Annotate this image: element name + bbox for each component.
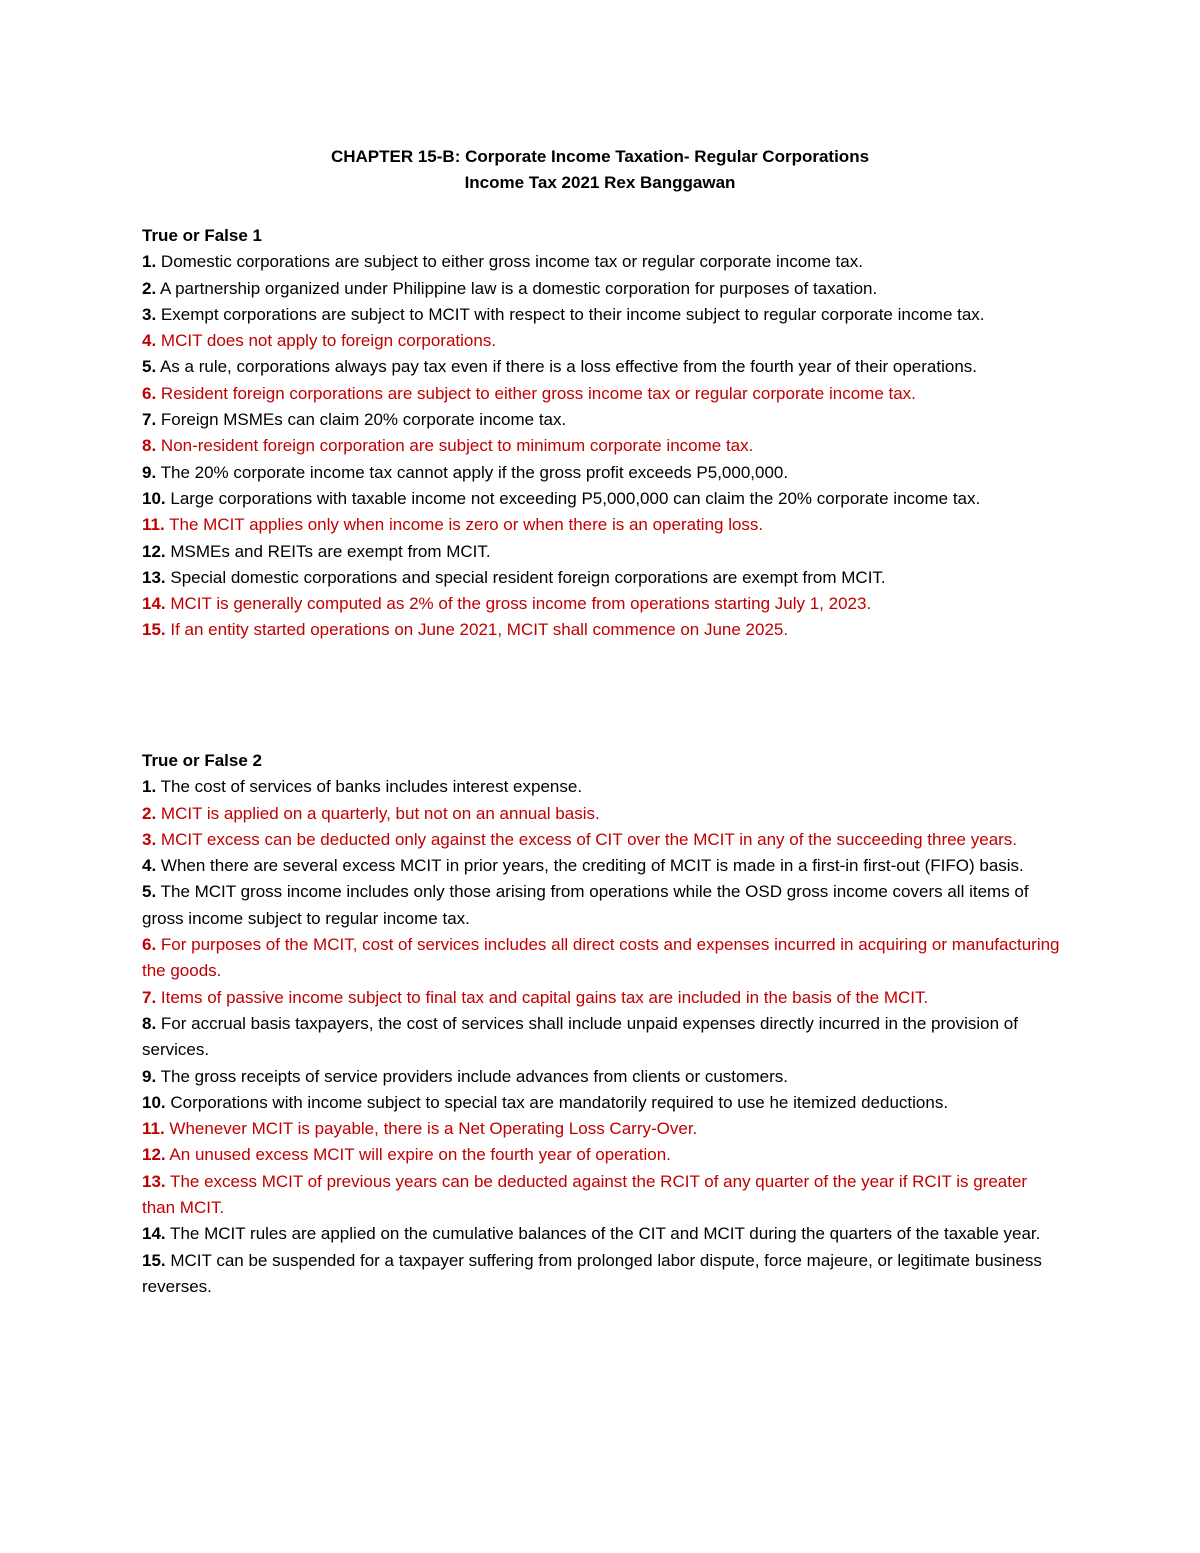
- question-text: MCIT is applied on a quarterly, but not on an annual basis.: [156, 803, 600, 823]
- question-number: 2.: [142, 278, 157, 298]
- question-number: 15.: [142, 620, 166, 640]
- question-item: [142, 354, 1062, 380]
- question-item: [142, 302, 1062, 328]
- question-item: [142, 774, 1062, 800]
- question-number: 1.: [142, 777, 157, 797]
- question-text: Whenever MCIT is payable, there is a Net Operating Loss Carry-Over.: [164, 1119, 698, 1139]
- question-item: [142, 433, 1062, 459]
- question-item: [142, 512, 1062, 538]
- question-number: 5.: [142, 357, 157, 377]
- question-text: MCIT is generally computed as 2% of the gross income from operations starting July 1, 2023.: [165, 594, 872, 614]
- question-number: 12.: [142, 1145, 166, 1165]
- question-text: For accrual basis taxpayers, the cost of services shall include unpaid expenses directly incurred in the provision of services.: [142, 1013, 1018, 1060]
- question-number: 2.: [142, 803, 157, 823]
- question-text: Items of passive income subject to final tax and capital gains tax are included in the basis of the MCIT.: [156, 987, 929, 1007]
- question-item: [142, 617, 1062, 643]
- question-text: An unused excess MCIT will expire on the fourth year of operation.: [165, 1145, 671, 1165]
- question-item: [142, 539, 1062, 565]
- question-number: 11.: [142, 1119, 165, 1139]
- question-text: As a rule, corporations always pay tax even if there is a loss effective from the fourth year of their operations.: [156, 357, 978, 377]
- question-text: Large corporations with taxable income not exceeding P5,000,000 can claim the 20% corporate income tax.: [165, 488, 981, 508]
- question-text: Exempt corporations are subject to MCIT with respect to their income subject to regular corporate income tax.: [156, 304, 985, 324]
- question-number: 9.: [142, 1066, 157, 1086]
- question-text: The excess MCIT of previous years can be deducted against the RCIT of any quarter of the year if RCIT is greater than MCIT.: [142, 1171, 1028, 1218]
- question-item: [142, 1142, 1062, 1168]
- question-number: 1.: [142, 252, 157, 272]
- question-text: Domestic corporations are subject to either gross income tax or regular corporate income tax.: [156, 252, 863, 272]
- chapter-title: CHAPTER 15-B: Corporate Income Taxation- Regular Corporations: [330, 147, 870, 166]
- question-item: [142, 1116, 1062, 1142]
- question-number: 8.: [142, 1013, 157, 1033]
- question-number: 6.: [142, 935, 157, 955]
- section-true-or-false-2: [142, 748, 1062, 1300]
- question-number: 6.: [142, 383, 157, 403]
- question-text: MCIT does not apply to foreign corporations.: [156, 331, 497, 351]
- question-item: [142, 565, 1062, 591]
- section-true-or-false-1: [142, 223, 1062, 644]
- question-item: [142, 407, 1062, 433]
- chapter-subtitle: Income Tax 2021 Rex Banggawan: [464, 173, 736, 192]
- question-list: [142, 249, 1062, 643]
- question-number: 4.: [142, 856, 157, 876]
- question-text: The gross receipts of service providers include advances from clients or customers.: [156, 1066, 788, 1086]
- question-item: [142, 1169, 1062, 1222]
- question-text: The cost of services of banks includes interest expense.: [156, 777, 583, 797]
- question-item: [142, 486, 1062, 512]
- question-item: [142, 827, 1062, 853]
- question-number: 10.: [142, 488, 166, 508]
- question-list: [142, 774, 1062, 1300]
- section-heading: True or False 2: [142, 751, 262, 770]
- question-text: Non-resident foreign corporation are subject to minimum corporate income tax.: [156, 436, 754, 456]
- question-item: [142, 801, 1062, 827]
- question-text: MCIT excess can be deducted only against the excess of CIT over the MCIT in any of the succeeding three years.: [156, 829, 1018, 849]
- question-number: 8.: [142, 436, 157, 456]
- question-number: 14.: [142, 1224, 166, 1244]
- section-heading: True or False 1: [142, 226, 262, 245]
- question-text: MCIT can be suspended for a taxpayer suffering from prolonged labor dispute, force majeure, or legitimate business reverses.: [142, 1250, 1042, 1296]
- question-item: [142, 932, 1062, 985]
- question-number: 10.: [142, 1092, 166, 1112]
- question-item: [142, 1090, 1062, 1116]
- question-number: 13.: [142, 567, 166, 587]
- question-number: 12.: [142, 541, 166, 561]
- question-item: [142, 1064, 1062, 1090]
- question-text: The 20% corporate income tax cannot apply if the gross profit exceeds P5,000,000.: [156, 462, 789, 482]
- question-text: When there are several excess MCIT in prior years, the crediting of MCIT is made in a first-in first-out (FIFO) basis.: [156, 856, 1024, 876]
- question-text: The MCIT applies only when income is zero or when there is an operating loss.: [164, 515, 764, 535]
- question-text: The MCIT gross income includes only those arising from operations while the OSD gross income covers all items of gross income subject to regular income tax.: [142, 882, 1029, 928]
- question-number: 3.: [142, 304, 157, 324]
- question-text: The MCIT rules are applied on the cumulative balances of the CIT and MCIT during the quarters of the taxable year.: [165, 1224, 1041, 1244]
- question-number: 7.: [142, 410, 157, 430]
- question-item: [142, 1011, 1062, 1064]
- question-number: 3.: [142, 829, 157, 849]
- question-number: 14.: [142, 594, 166, 614]
- question-number: 11.: [142, 515, 165, 535]
- question-item: [142, 249, 1062, 275]
- question-number: 5.: [142, 882, 157, 902]
- question-text: A partnership organized under Philippine law is a domestic corporation for purposes of taxation.: [156, 278, 878, 298]
- question-number: 15.: [142, 1250, 166, 1270]
- question-text: Foreign MSMEs can claim 20% corporate income tax.: [156, 410, 567, 430]
- question-item: [142, 985, 1062, 1011]
- question-text: If an entity started operations on June 2021, MCIT shall commence on June 2025.: [165, 620, 789, 640]
- question-number: 4.: [142, 331, 157, 351]
- question-number: 7.: [142, 987, 157, 1007]
- question-item: [142, 276, 1062, 302]
- question-text: MSMEs and REITs are exempt from MCIT.: [165, 541, 491, 561]
- question-text: For purposes of the MCIT, cost of services includes all direct costs and expenses incurred in acquiring or manufacturing the goods.: [142, 935, 1060, 981]
- question-item: [142, 1248, 1062, 1301]
- question-item: [142, 853, 1062, 879]
- question-number: 13.: [142, 1171, 166, 1191]
- question-item: [142, 328, 1062, 354]
- question-item: [142, 460, 1062, 486]
- question-item: [142, 381, 1062, 407]
- question-item: [142, 591, 1062, 617]
- question-item: [142, 879, 1062, 932]
- question-text: Resident foreign corporations are subject to either gross income tax or regular corporate income tax.: [156, 383, 916, 403]
- question-item: [142, 1221, 1062, 1247]
- question-number: 9.: [142, 462, 157, 482]
- question-text: Corporations with income subject to special tax are mandatorily required to use he itemized deductions.: [165, 1092, 949, 1112]
- question-text: Special domestic corporations and special resident foreign corporations are exempt from MCIT.: [165, 567, 886, 587]
